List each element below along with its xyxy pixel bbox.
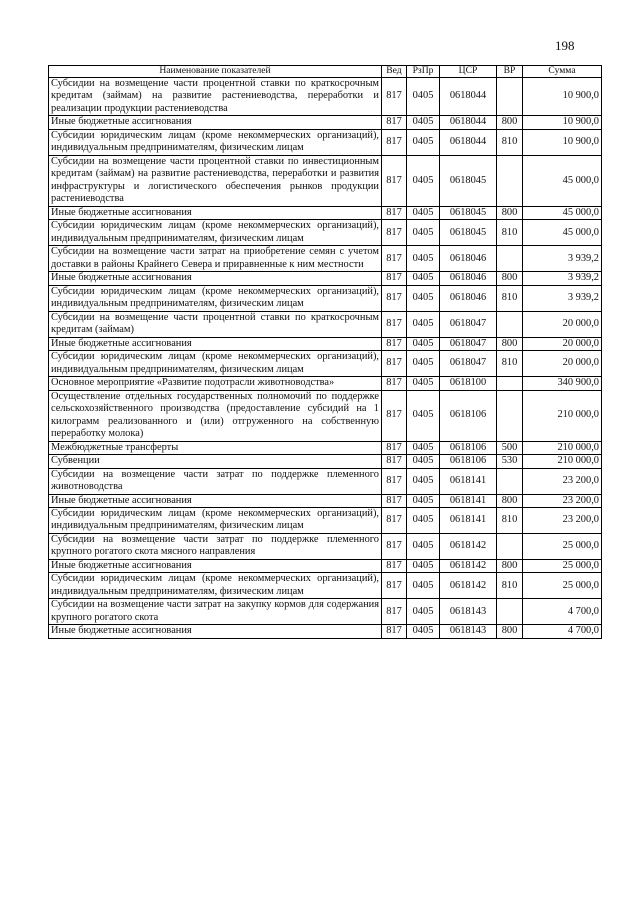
cell-vr: 810: [497, 129, 523, 155]
page-number: 198: [555, 38, 575, 53]
table-row: [49, 559, 602, 572]
cell-ved: 817: [382, 155, 407, 206]
cell-vr: 800: [497, 337, 523, 350]
cell-csr: 0618143: [440, 599, 497, 625]
table-row: [49, 351, 602, 377]
cell-vr: 800: [497, 494, 523, 507]
cell-sum: 4 700,0: [523, 625, 602, 638]
cell-sum: 3 939,2: [523, 272, 602, 285]
cell-csr: 0618141: [440, 507, 497, 533]
header-name: Наименование показателей: [49, 66, 382, 78]
cell-rzpr: 0405: [407, 285, 440, 311]
cell-name: Иные бюджетные ассигнования: [49, 206, 382, 219]
cell-rzpr: 0405: [407, 573, 440, 599]
cell-rzpr: 0405: [407, 155, 440, 206]
header-sum: Сумма: [523, 66, 602, 78]
cell-csr: 0618106: [440, 455, 497, 468]
cell-csr: 0618142: [440, 533, 497, 559]
table-header-row: [49, 66, 602, 78]
cell-csr: 0618047: [440, 351, 497, 377]
table-row: [49, 599, 602, 625]
cell-name: Субсидии на возмещение части процентной ставки по краткосрочным кредитам (займам): [49, 311, 382, 337]
cell-ved: 817: [382, 285, 407, 311]
cell-csr: 0618141: [440, 468, 497, 494]
cell-ved: 817: [382, 507, 407, 533]
cell-ved: 817: [382, 533, 407, 559]
cell-csr: 0618045: [440, 220, 497, 246]
cell-name: Межбюджетные трансферты: [49, 441, 382, 454]
cell-name: Иные бюджетные ассигнования: [49, 625, 382, 638]
table-row: [49, 507, 602, 533]
table-row: [49, 129, 602, 155]
table-row: [49, 246, 602, 272]
cell-rzpr: 0405: [407, 116, 440, 129]
cell-rzpr: 0405: [407, 468, 440, 494]
cell-ved: 817: [382, 468, 407, 494]
cell-rzpr: 0405: [407, 337, 440, 350]
cell-rzpr: 0405: [407, 272, 440, 285]
cell-name: Субсидии юридическим лицам (кроме некоммерческих организаций), индивидуальным предпринимателям, физическим лицам: [49, 573, 382, 599]
cell-sum: 25 000,0: [523, 573, 602, 599]
cell-vr: 530: [497, 455, 523, 468]
table-row: [49, 533, 602, 559]
cell-name: Иные бюджетные ассигнования: [49, 559, 382, 572]
cell-vr: 810: [497, 220, 523, 246]
cell-rzpr: 0405: [407, 129, 440, 155]
table-row: [49, 272, 602, 285]
cell-ved: 817: [382, 351, 407, 377]
cell-sum: 23 200,0: [523, 494, 602, 507]
cell-sum: 23 200,0: [523, 468, 602, 494]
header-csr: ЦСР: [440, 66, 497, 78]
cell-name: Субвенции: [49, 455, 382, 468]
cell-ved: 817: [382, 272, 407, 285]
table-row: [49, 155, 602, 206]
table-row: [49, 441, 602, 454]
cell-ved: 817: [382, 599, 407, 625]
cell-csr: 0618047: [440, 337, 497, 350]
cell-rzpr: 0405: [407, 246, 440, 272]
cell-ved: 817: [382, 377, 407, 390]
table-row: [49, 78, 602, 116]
cell-sum: 20 000,0: [523, 337, 602, 350]
header-rzpr: РзПр: [407, 66, 440, 78]
cell-ved: 817: [382, 78, 407, 116]
cell-ved: 817: [382, 337, 407, 350]
cell-csr: 0618045: [440, 155, 497, 206]
cell-vr: 810: [497, 573, 523, 599]
cell-ved: 817: [382, 625, 407, 638]
cell-rzpr: 0405: [407, 441, 440, 454]
cell-vr: [497, 155, 523, 206]
cell-name: Субсидии на возмещение части затрат на приобретение семян с учетом доставки в районы Крайнего Севера и приравненные к ним местности: [49, 246, 382, 272]
cell-name: Субсидии юридическим лицам (кроме некоммерческих организаций), индивидуальным предпринимателям, физическим лицам: [49, 220, 382, 246]
table-row: [49, 625, 602, 638]
cell-sum: 25 000,0: [523, 559, 602, 572]
cell-sum: 45 000,0: [523, 206, 602, 219]
cell-vr: 800: [497, 116, 523, 129]
table-row: [49, 311, 602, 337]
header-ved: Вед: [382, 66, 407, 78]
cell-rzpr: 0405: [407, 78, 440, 116]
table-row: [49, 220, 602, 246]
cell-csr: 0618046: [440, 285, 497, 311]
cell-name: Субсидии на возмещение части процентной ставки по краткосрочным кредитам (займам) на развитие растениеводства, переработки и реализации продукции растениеводства: [49, 78, 382, 116]
cell-ved: 817: [382, 220, 407, 246]
cell-csr: 0618106: [440, 390, 497, 441]
cell-sum: 45 000,0: [523, 220, 602, 246]
table-body: [49, 78, 602, 639]
budget-table: [48, 65, 602, 639]
cell-sum: 10 900,0: [523, 116, 602, 129]
cell-vr: [497, 390, 523, 441]
cell-name: Иные бюджетные ассигнования: [49, 494, 382, 507]
table-row: [49, 285, 602, 311]
cell-rzpr: 0405: [407, 311, 440, 337]
cell-name: Субсидии на возмещение части затрат по поддержке племенного крупного рогатого скота мясного направления: [49, 533, 382, 559]
cell-csr: 0618045: [440, 206, 497, 219]
cell-sum: 23 200,0: [523, 507, 602, 533]
cell-name: Субсидии юридическим лицам (кроме некоммерческих организаций), индивидуальным предпринимателям, физическим лицам: [49, 129, 382, 155]
cell-sum: 25 000,0: [523, 533, 602, 559]
cell-rzpr: 0405: [407, 625, 440, 638]
cell-vr: 800: [497, 625, 523, 638]
cell-sum: 210 000,0: [523, 455, 602, 468]
cell-sum: 210 000,0: [523, 441, 602, 454]
table-row: [49, 116, 602, 129]
cell-rzpr: 0405: [407, 351, 440, 377]
cell-vr: 800: [497, 559, 523, 572]
table-row: [49, 455, 602, 468]
cell-ved: 817: [382, 441, 407, 454]
cell-name: Осуществление отдельных государственных полномочий по поддержке сельскохозяйственного производства (предоставление субсидий на 1 килограмм реализованного и (или) отгруженного на собственную переработку молока): [49, 390, 382, 441]
table-row: [49, 337, 602, 350]
cell-name: Субсидии юридическим лицам (кроме некоммерческих организаций), индивидуальным предпринимателям, физическим лицам: [49, 507, 382, 533]
cell-name: Основное мероприятие «Развитие подотрасли животноводства»: [49, 377, 382, 390]
cell-name: Субсидии на возмещение части затрат по поддержке племенного животноводства: [49, 468, 382, 494]
cell-sum: 210 000,0: [523, 390, 602, 441]
cell-sum: 3 939,2: [523, 285, 602, 311]
cell-vr: 800: [497, 272, 523, 285]
cell-csr: 0618141: [440, 494, 497, 507]
cell-ved: 817: [382, 129, 407, 155]
cell-csr: 0618047: [440, 311, 497, 337]
cell-csr: 0618044: [440, 129, 497, 155]
cell-vr: [497, 599, 523, 625]
table-row: [49, 206, 602, 219]
cell-vr: [497, 377, 523, 390]
cell-rzpr: 0405: [407, 559, 440, 572]
cell-csr: 0618142: [440, 573, 497, 599]
cell-csr: 0618044: [440, 116, 497, 129]
table-row: [49, 494, 602, 507]
cell-name: Иные бюджетные ассигнования: [49, 272, 382, 285]
cell-ved: 817: [382, 390, 407, 441]
cell-csr: 0618143: [440, 625, 497, 638]
cell-name: Субсидии юридическим лицам (кроме некоммерческих организаций), индивидуальным предпринимателям, физическим лицам: [49, 285, 382, 311]
cell-ved: 817: [382, 206, 407, 219]
cell-ved: 817: [382, 494, 407, 507]
cell-csr: 0618046: [440, 246, 497, 272]
table-row: [49, 573, 602, 599]
table-row: [49, 468, 602, 494]
cell-name: Субсидии на возмещение части процентной ставки по инвестиционным кредитам (займам) на развитие растениеводства, переработки и развития инфраструктуры и логистического обеспечения рынков продукции растениеводства: [49, 155, 382, 206]
cell-csr: 0618142: [440, 559, 497, 572]
cell-vr: [497, 533, 523, 559]
cell-ved: 817: [382, 311, 407, 337]
cell-ved: 817: [382, 573, 407, 599]
cell-vr: [497, 78, 523, 116]
cell-name: Иные бюджетные ассигнования: [49, 116, 382, 129]
cell-sum: 20 000,0: [523, 311, 602, 337]
cell-sum: 3 939,2: [523, 246, 602, 272]
cell-rzpr: 0405: [407, 494, 440, 507]
cell-vr: 800: [497, 206, 523, 219]
cell-sum: 4 700,0: [523, 599, 602, 625]
cell-rzpr: 0405: [407, 377, 440, 390]
cell-rzpr: 0405: [407, 206, 440, 219]
cell-rzpr: 0405: [407, 533, 440, 559]
cell-vr: 810: [497, 285, 523, 311]
cell-sum: 340 900,0: [523, 377, 602, 390]
table-row: [49, 377, 602, 390]
cell-csr: 0618044: [440, 78, 497, 116]
cell-rzpr: 0405: [407, 599, 440, 625]
cell-sum: 20 000,0: [523, 351, 602, 377]
cell-rzpr: 0405: [407, 455, 440, 468]
cell-rzpr: 0405: [407, 507, 440, 533]
cell-vr: [497, 246, 523, 272]
header-vr: ВР: [497, 66, 523, 78]
cell-name: Субсидии юридическим лицам (кроме некоммерческих организаций), индивидуальным предпринимателям, физическим лицам: [49, 351, 382, 377]
cell-csr: 0618106: [440, 441, 497, 454]
cell-vr: [497, 311, 523, 337]
cell-name: Субсидии на возмещение части затрат на закупку кормов для содержания крупного рогатого скота: [49, 599, 382, 625]
cell-vr: [497, 468, 523, 494]
cell-vr: 500: [497, 441, 523, 454]
cell-csr: 0618046: [440, 272, 497, 285]
cell-sum: 10 900,0: [523, 78, 602, 116]
cell-ved: 817: [382, 559, 407, 572]
cell-csr: 0618100: [440, 377, 497, 390]
cell-sum: 10 900,0: [523, 129, 602, 155]
cell-rzpr: 0405: [407, 390, 440, 441]
cell-rzpr: 0405: [407, 220, 440, 246]
cell-name: Иные бюджетные ассигнования: [49, 337, 382, 350]
table-row: [49, 390, 602, 441]
cell-ved: 817: [382, 116, 407, 129]
cell-ved: 817: [382, 246, 407, 272]
cell-ved: 817: [382, 455, 407, 468]
cell-vr: 810: [497, 351, 523, 377]
cell-sum: 45 000,0: [523, 155, 602, 206]
cell-vr: 810: [497, 507, 523, 533]
